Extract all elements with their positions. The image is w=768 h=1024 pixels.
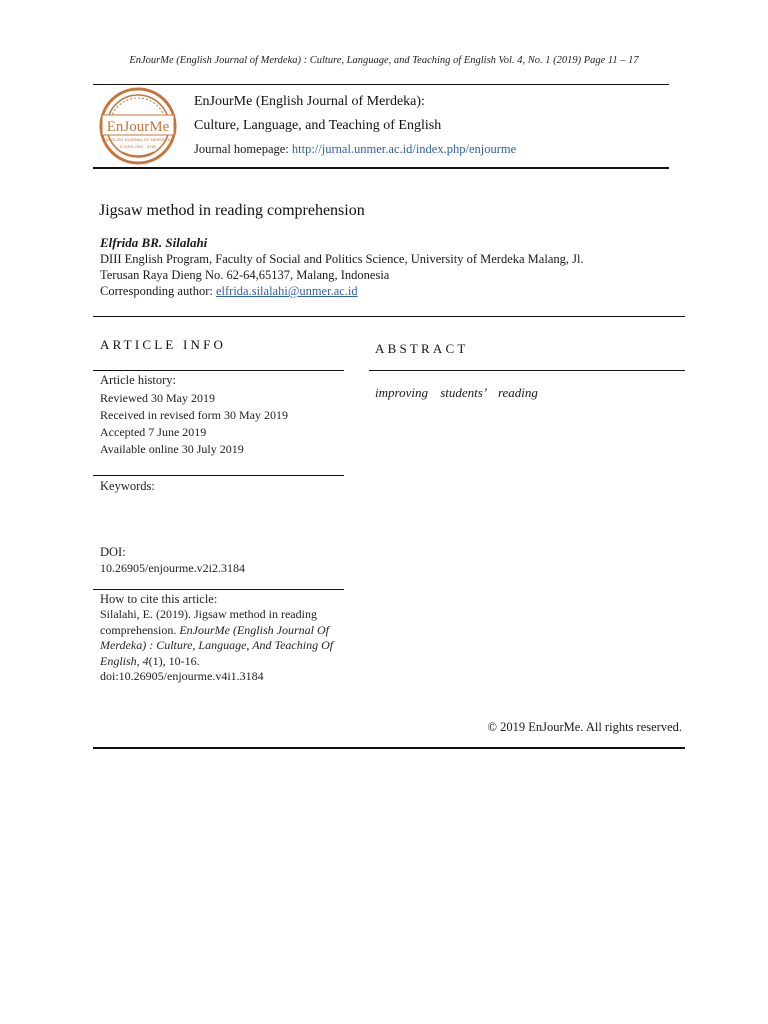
article-history-label: Article history: [100, 373, 177, 387]
citation-plain-2: (1), 10-16. doi:10.26905/enjourme.v4i1.3184 [100, 653, 264, 683]
journal-name-line2: Culture, Language, and Teaching of English [194, 118, 442, 133]
running-head: EnJourMe (English Journal of Merdeka) : Culture, Language, and Teaching of English Vol. 4, No. 1 (2019) Page 11 – 17 [129, 55, 639, 66]
author-name: Elfrida BR. Silalahi [100, 235, 208, 250]
corresponding-author [100, 283, 358, 299]
doi-label: DOI: [100, 545, 126, 559]
article-info-rule [93, 370, 344, 371]
journal-homepage [194, 142, 516, 157]
affiliation-line2: Terusan Raya Dieng No. 62-64,65137, Malang, Indonesia [100, 268, 390, 282]
abstract-rule [369, 370, 685, 371]
homepage-link[interactable]: http://jurnal.unmer.ac.id/index.php/enjourme [291, 142, 517, 156]
doi-value[interactable]: 10.26905/enjourme.v2i2.3184 [100, 561, 245, 575]
abstract-text: improving students’ reading [375, 385, 538, 400]
corresponding-email-link[interactable]: elfrida.silalahi@unmer.ac.id [215, 284, 358, 298]
footer-rule [93, 747, 685, 749]
header-rule-top [93, 84, 669, 85]
homepage-label: Journal homepage: [194, 142, 289, 156]
history-revised: Received in revised form 30 May 2019 [100, 408, 288, 422]
logo-subtitle: ENGLISH JOURNAL OF MERDEKA [105, 137, 171, 142]
keywords-rule [93, 475, 344, 476]
citation-journal: EnJourMe (English Journal Of Merdeka) : Culture, Language, And Teaching Of English, 4 [100, 622, 334, 668]
cite-label: How to cite this article: [100, 592, 218, 606]
article-title: Jigsaw method in reading comprehension [99, 202, 365, 219]
citation-plain-1: Silalahi, E. (2019). Jigsaw method in reading comprehension. [100, 607, 317, 637]
copyright-notice: © 2019 EnJourMe. All rights reserved. [487, 720, 682, 734]
header-rule-bottom [93, 167, 669, 169]
cite-rule [93, 589, 344, 590]
logo-issn: E-ISSN 2502 - 3780 [120, 144, 156, 149]
article-info-heading: ARTICLE INFO [100, 337, 227, 352]
journal-logo [96, 86, 180, 166]
affiliation-line1: DIII English Program, Faculty of Social and Politics Science, University of Merdeka Malang, Jl. [100, 252, 584, 266]
logo-title: EnJourMe [106, 119, 170, 135]
abstract-heading: ABSTRACT [375, 341, 469, 356]
history-online: Available online 30 July 2019 [100, 442, 244, 456]
keywords-label: Keywords: [100, 479, 155, 493]
journal-name-line1: EnJourMe (English Journal of Merdeka): [194, 94, 425, 109]
corresponding-label: Corresponding author: [100, 284, 213, 298]
history-accepted: Accepted 7 June 2019 [100, 425, 207, 439]
info-top-rule [93, 316, 685, 317]
citation-text [100, 607, 340, 685]
history-reviewed: Reviewed 30 May 2019 [100, 391, 215, 405]
